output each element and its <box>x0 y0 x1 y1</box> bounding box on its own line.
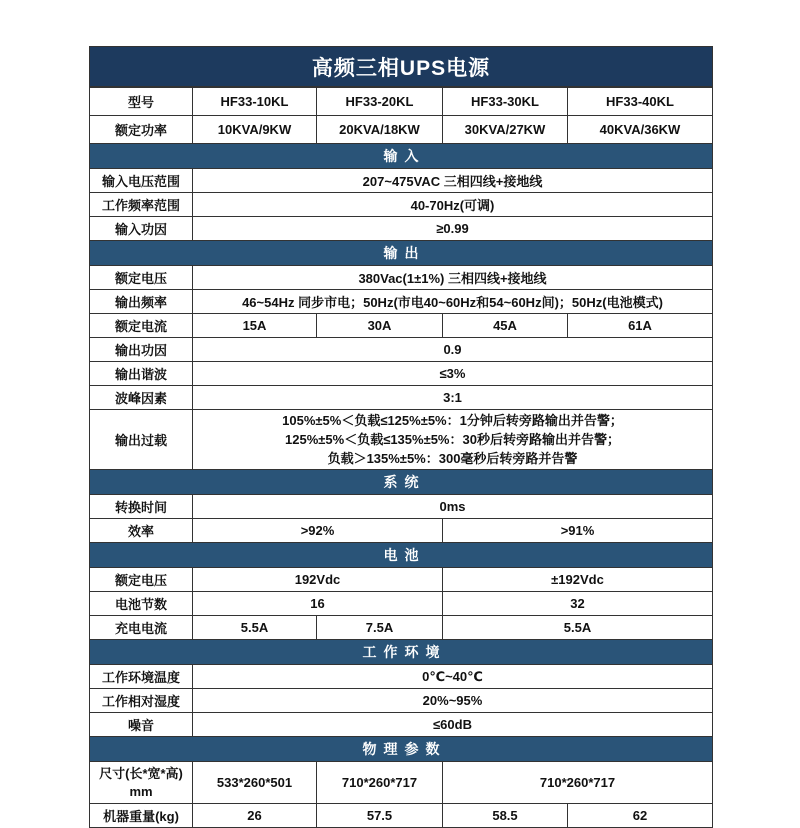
output-frequency-row <box>90 290 713 314</box>
noise-row <box>90 713 713 737</box>
input-power-factor-label: 输入功因 <box>90 217 193 241</box>
crest-factor-label: 波峰因素 <box>90 386 193 410</box>
section-system-heading: 系统 <box>90 470 713 495</box>
section-output-heading: 输出 <box>90 241 713 266</box>
section-system <box>90 470 713 495</box>
working-freq-range-row <box>90 193 713 217</box>
efficiency-right: >91% <box>443 519 713 543</box>
noise-label: 噪音 <box>90 713 193 737</box>
charge-current-2: 7.5A <box>317 616 443 640</box>
rated-power-3: 30KVA/27KW <box>443 116 568 144</box>
crest-factor-value: 3:1 <box>193 386 713 410</box>
dimensions-label <box>90 762 193 804</box>
model-hf33-20kl: HF33-20KL <box>317 87 443 116</box>
battery-cells-row <box>90 592 713 616</box>
battery-voltage-row <box>90 568 713 592</box>
charge-current-row <box>90 616 713 640</box>
noise-value: ≤60dB <box>193 713 713 737</box>
input-power-factor-row <box>90 217 713 241</box>
input-voltage-range-value: 207~475VAC 三相四线+接地线 <box>193 169 713 193</box>
section-battery <box>90 543 713 568</box>
humidity-label: 工作相对湿度 <box>90 689 193 713</box>
rated-power-2: 20KVA/18KW <box>317 116 443 144</box>
dimensions-label-line1: 尺寸(长*宽*高) <box>99 765 183 781</box>
output-frequency-value: 46~54Hz 同步市电；50Hz(市电40~60Hz和54~60Hz间)；50Hz(电池模式) <box>193 290 713 314</box>
model-hf33-30kl: HF33-30KL <box>443 87 568 116</box>
rated-power-1: 10KVA/9KW <box>193 116 317 144</box>
output-harmonics-value: ≤3% <box>193 362 713 386</box>
title-row <box>90 47 713 88</box>
input-voltage-range-label: 输入电压范围 <box>90 169 193 193</box>
temperature-value: 0℃~40℃ <box>193 665 713 689</box>
section-output <box>90 241 713 266</box>
output-frequency-label: 输出频率 <box>90 290 193 314</box>
output-rated-voltage-row <box>90 266 713 290</box>
efficiency-label: 效率 <box>90 519 193 543</box>
charge-current-right: 5.5A <box>443 616 713 640</box>
output-overload-row <box>90 410 713 470</box>
output-overload-value <box>193 410 713 470</box>
rated-power-row <box>90 116 713 144</box>
efficiency-row <box>90 519 713 543</box>
input-power-factor-value: ≥0.99 <box>193 217 713 241</box>
output-harmonics-row <box>90 362 713 386</box>
output-harmonics-label: 输出谐波 <box>90 362 193 386</box>
transfer-time-value: 0ms <box>193 495 713 519</box>
dimensions-row <box>90 762 713 804</box>
rated-power-4: 40KVA/36KW <box>568 116 713 144</box>
section-environment-heading: 工作环境 <box>90 640 713 665</box>
section-physical <box>90 737 713 762</box>
transfer-time-row <box>90 495 713 519</box>
section-input-heading: 输入 <box>90 144 713 169</box>
dimensions-right: 710*260*717 <box>443 762 713 804</box>
weight-4: 62 <box>568 804 713 828</box>
input-voltage-range-row <box>90 169 713 193</box>
section-battery-heading: 电池 <box>90 543 713 568</box>
charge-current-1: 5.5A <box>193 616 317 640</box>
overload-line-2: 125%±5%＜负载≤135%±5%：30秒后转旁路输出并告警； <box>285 432 620 447</box>
weight-2: 57.5 <box>317 804 443 828</box>
overload-line-3: 负载＞135%±5%：300毫秒后转旁路并告警 <box>327 451 578 466</box>
dimensions-label-line2: mm <box>129 783 153 799</box>
working-freq-range-label: 工作频率范围 <box>90 193 193 217</box>
output-power-factor-row <box>90 338 713 362</box>
model-hf33-40kl: HF33-40KL <box>568 87 713 116</box>
temperature-label: 工作环境温度 <box>90 665 193 689</box>
output-rated-voltage-value: 380Vac(1±1%) 三相四线+接地线 <box>193 266 713 290</box>
charge-current-label: 充电电流 <box>90 616 193 640</box>
output-power-factor-value: 0.9 <box>193 338 713 362</box>
crest-factor-row <box>90 386 713 410</box>
humidity-value: 20%~95% <box>193 689 713 713</box>
output-rated-voltage-label: 额定电压 <box>90 266 193 290</box>
overload-line-1: 105%±5%＜负载≤125%±5%：1分钟后转旁路输出并告警； <box>282 413 623 428</box>
rated-current-4: 61A <box>568 314 713 338</box>
output-rated-current-label: 额定电流 <box>90 314 193 338</box>
dimensions-2: 710*260*717 <box>317 762 443 804</box>
rated-current-3: 45A <box>443 314 568 338</box>
output-rated-current-row <box>90 314 713 338</box>
section-physical-heading: 物理参数 <box>90 737 713 762</box>
battery-cells-left: 16 <box>193 592 443 616</box>
page-title: 高频三相UPS电源 <box>90 47 713 88</box>
rated-power-label: 额定功率 <box>90 116 193 144</box>
rated-current-1: 15A <box>193 314 317 338</box>
section-environment <box>90 640 713 665</box>
rated-current-2: 30A <box>317 314 443 338</box>
battery-cells-right: 32 <box>443 592 713 616</box>
battery-voltage-right: ±192Vdc <box>443 568 713 592</box>
battery-cells-label: 电池节数 <box>90 592 193 616</box>
output-overload-label: 输出过载 <box>90 410 193 470</box>
transfer-time-label: 转换时间 <box>90 495 193 519</box>
temperature-row <box>90 665 713 689</box>
efficiency-left: >92% <box>193 519 443 543</box>
humidity-row <box>90 689 713 713</box>
weight-row <box>90 804 713 828</box>
model-label: 型号 <box>90 87 193 116</box>
battery-voltage-left: 192Vdc <box>193 568 443 592</box>
battery-voltage-label: 额定电压 <box>90 568 193 592</box>
output-power-factor-label: 输出功因 <box>90 338 193 362</box>
weight-3: 58.5 <box>443 804 568 828</box>
dimensions-1: 533*260*501 <box>193 762 317 804</box>
model-hf33-10kl: HF33-10KL <box>193 87 317 116</box>
weight-label: 机器重量(kg) <box>90 804 193 828</box>
ups-spec-table <box>89 46 713 828</box>
weight-1: 26 <box>193 804 317 828</box>
working-freq-range-value: 40-70Hz(可调) <box>193 193 713 217</box>
model-row <box>90 87 713 116</box>
section-input <box>90 144 713 169</box>
